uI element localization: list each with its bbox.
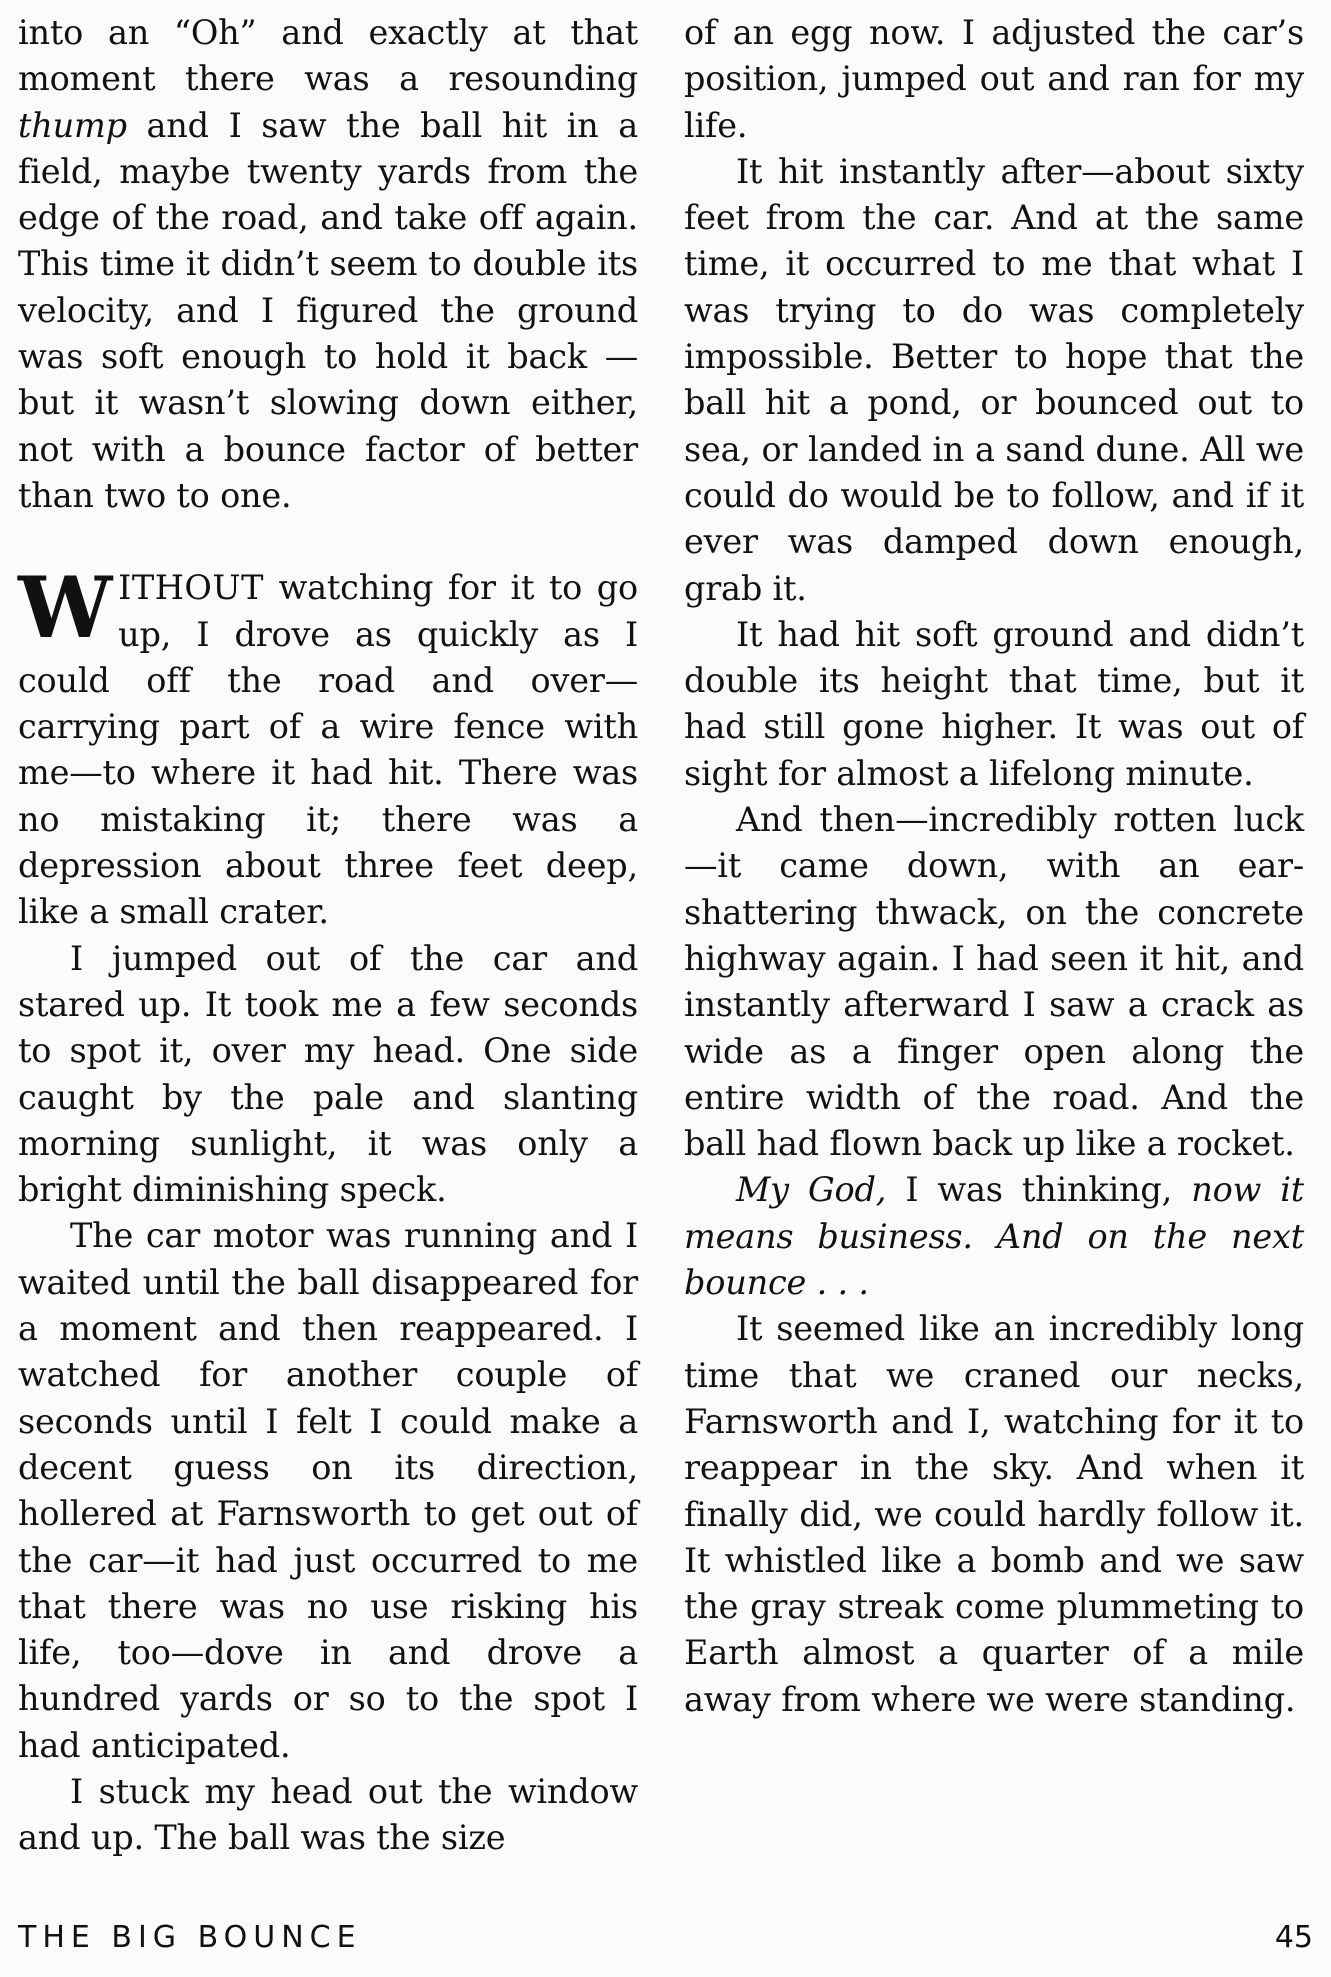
paragraph: I jumped out of the car and stared up. It took me a few seconds to spot it, over my head. One side caught by the pale and slanting morning sunlight, it was only a bright diminishing speck. [18,938,638,1210]
paragraph: I stuck my head out the window and up. The ball was the size [18,1771,638,1858]
opening-caps: ITHOUT [118,568,264,608]
running-title: THE BIG BOUNCE [18,1920,362,1955]
paragraph: It hit instantly after—about sixty feet from the car. And at the same time, it occurred to me that what I was trying to do was completely impossible. Better to hope that the ball hit a pond, or bounced out to sea, or landed in a sand dune. All we could do would be to follow, and if it ever was damped down enough, grab it. [684,151,1304,608]
paragraph: The car motor was running and I waited until the ball disappeared for a moment and then reappeared. I watched for another couple of seconds until I felt I could make a decent guess on its direction, hollered at Farnsworth to get out of the car—it had just occurred to me that there was no use risking his life, too—dove in and drove a hundred yards or so to the spot I had anticipated. [18,1216,638,1765]
paragraph: It seemed like an incredibly long time that we craned our necks, Farnsworth and I, watching for it to reappear in the sky. And when it finally did, we could hardly follow it. It whistled like a bomb and we saw the gray streak come plummeting to Earth almost a quarter of a mile away from where we were standing. [684,1309,1304,1719]
paragraph: into an “Oh” and exactly at that moment there was a resounding thump and I saw the ball hit in a field, maybe twenty yards from the edge of the road, and take off again. This time it didn’t seem to double its velocity, and I figured the ground was soft enough to hold it back — but it wasn’t slowing down either, not with a bounce factor of better than two to one. [18,13,638,515]
section-opening-paragraph: WITHOUT watching for it to go up, I drove as quickly as I could off the road and over—carrying part of a wire fence with me—to where it had hit. There was no mistaking it; there was a depression about three feet deep, like a small crater. [18,558,638,932]
paragraph: My God, I was thinking, now it means business. And on the next bounce . . . [684,1170,1305,1303]
emphasis-thump: thump [18,105,127,145]
paragraph: of an egg now. I adjusted the car’s position, jumped out and ran for my life. [684,13,1304,145]
right-column [684,10,1304,1723]
left-column [18,10,638,1862]
page-footer [18,1920,1313,1960]
drop-cap: W [18,558,113,658]
paragraph: It had hit soft ground and didn’t double its height that time, but it had still gone higher. It was out of sight for almost a lifelong minute. [684,614,1304,793]
paragraph: And then—incredibly rotten luck —it came down, with an ear-shattering thwack, on the concrete highway again. I had seen it hit, and instantly afterward I saw a crack as wide as a finger open along the entire width of the road. And the ball had flown back up like a rocket. [684,800,1304,1164]
page-number: 45 [1274,1920,1313,1955]
